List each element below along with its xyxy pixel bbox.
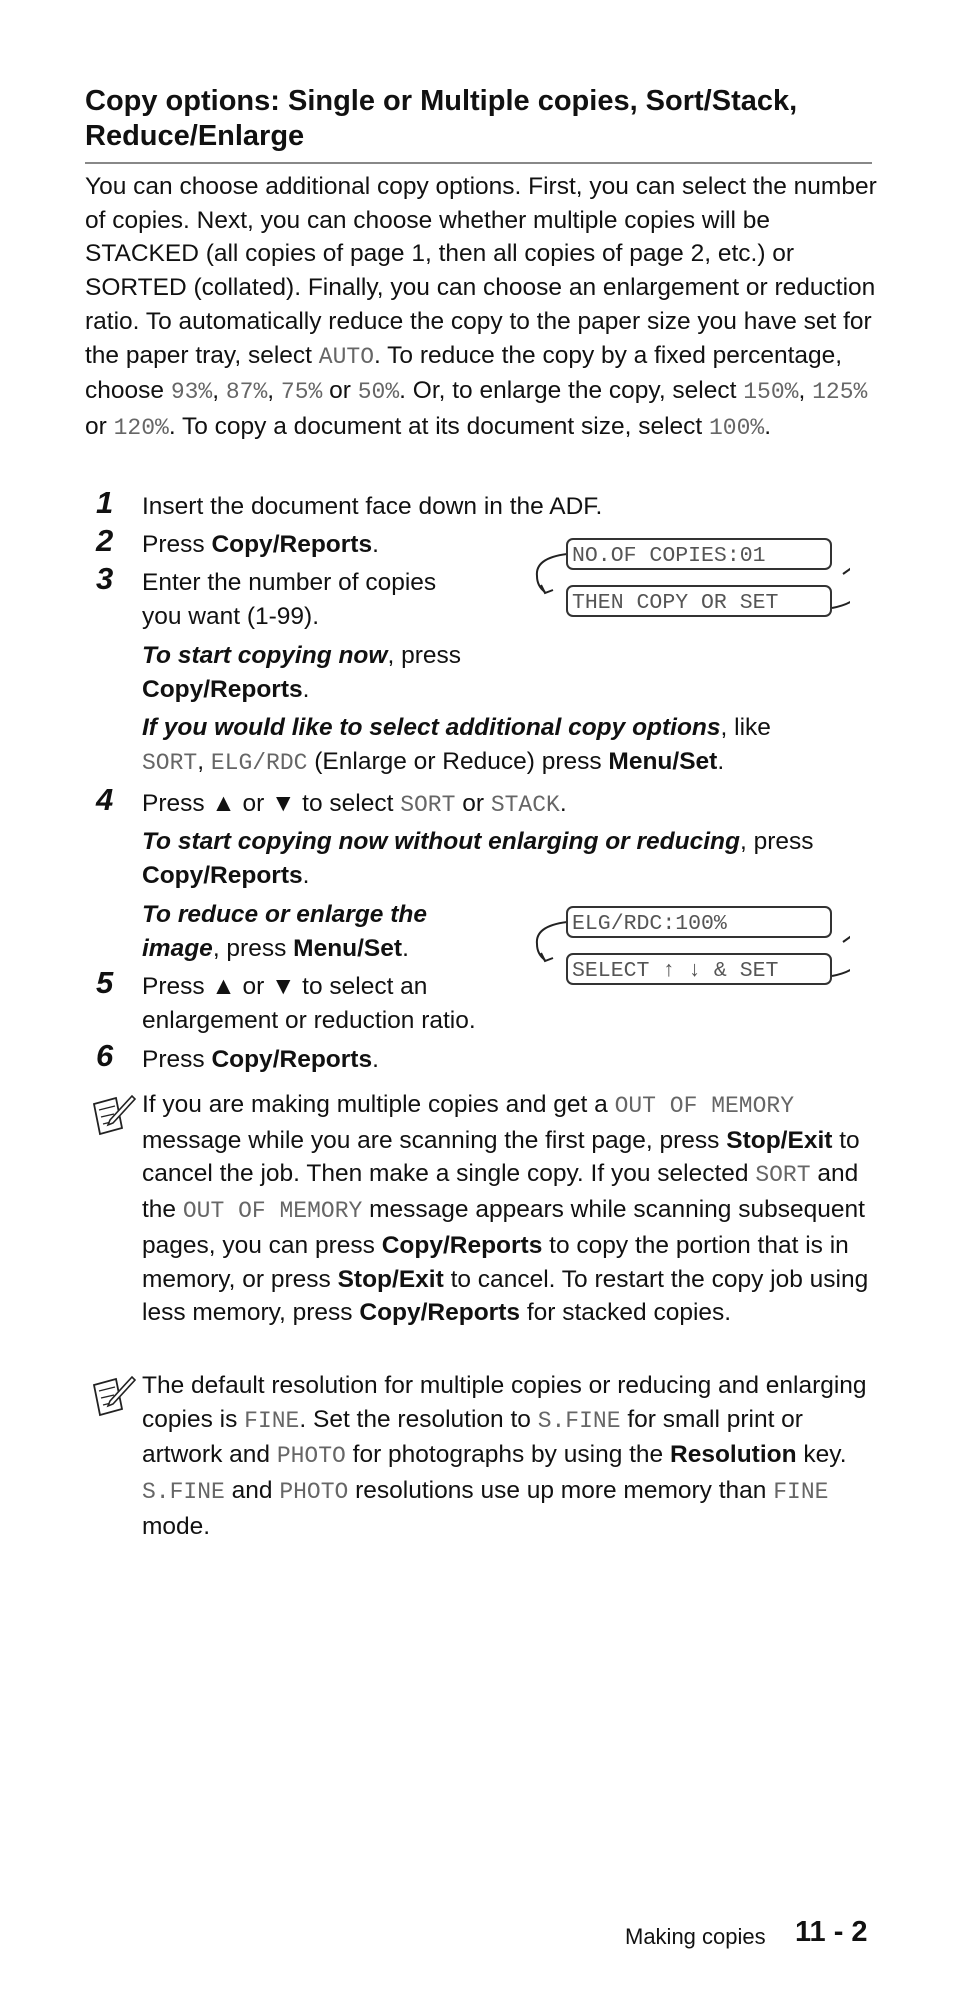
step-number-2: 2 (96, 523, 114, 558)
step-6-text: Press Copy/Reports. (142, 1046, 379, 1073)
lcd-display-copies (527, 538, 850, 624)
footer-page-number: 11 - 2 (795, 1916, 868, 1948)
footer-section-label: Making copies (625, 1924, 766, 1949)
step-4-reduce: To reduce or enlarge the (142, 901, 427, 928)
note-resolution: The default resolution for multiple copies or reducing and enlarging copies is FINE. Set the resolution to S.FINE for small print or artwork and PHOTO for photographs by using the Resolution key. S.FINE and PHOTO resolutions use up more memory than FINE mode. (142, 1372, 867, 1540)
step-number-3: 3 (96, 561, 114, 596)
step-1-text: Insert the document face down in the ADF. (142, 493, 603, 520)
step-3-options: If you would like to select additional copy options, like (142, 714, 771, 741)
step-3-text: Enter the number of copies (142, 569, 437, 596)
lcd-line-2: THEN COPY OR SET (566, 585, 832, 617)
step-number-1: 1 (96, 485, 114, 520)
lcd-line-1: ELG/RDC:100% (566, 906, 832, 938)
title-rule (85, 162, 872, 164)
step-3-options-2: SORT, ELG/RDC (Enlarge or Reduce) press Menu/Set. (142, 748, 725, 776)
section-title: Copy options: Single or Multiple copies, Sort/Stack, Reduce/Enlarge (85, 85, 798, 152)
step-number-6: 6 (96, 1038, 114, 1073)
step-number-5: 5 (96, 965, 114, 1000)
step-5-text: Press ▲ or ▼ to select an (142, 973, 428, 1000)
step-3-text-2: you want (1-99). (142, 603, 320, 630)
lcd-line-2: SELECT ↑ ↓ & SET (566, 953, 832, 985)
step-4-copy-key: Copy/Reports. (142, 862, 310, 889)
lcd-line-1: NO.OF COPIES:01 (566, 538, 832, 570)
step-2-text: Press Copy/Reports. (142, 531, 379, 558)
note-memory: If you are making multiple copies and get a OUT OF MEMORY message while you are scanning the first page, press Stop/Exit to cancel the job. Then make a single copy. If you selected SORT and the OUT OF MEMORY message appears while scanning subsequent pages, you can press Copy/Reports to copy the portion that is in memory, or press Stop/Exit to cancel. To restart the copy job using less memory, press Copy/Reports for stacked copies. (142, 1091, 869, 1327)
step-3-start-copy: To start copying now, press (142, 642, 461, 669)
step-4-start-copy: To start copying now without enlarging or reducing, press (142, 828, 814, 855)
step-4-reduce-2: image, press Menu/Set. (142, 935, 409, 962)
intro-paragraph: You can choose additional copy options. First, you can select the number of copies. Next, you can choose whether multiple copies will be STACKED (all copies of page 1, then all copies of page 2, etc.) or SORTED (collated). Finally, you can choose an enlargement or reduction ratio. To automatically reduce the copy to the paper size you have set for the paper tray, select AUTO. To reduce the copy by a fixed percentage, choose 93%, 87%, 75% or 50%. Or, to enlarge the copy, select 150%, 125% or 120%. To copy a document at its document size, select 100%. (85, 173, 877, 441)
step-number-4: 4 (96, 782, 114, 817)
step-4-text: Press ▲ or ▼ to select SORT or STACK. (142, 790, 567, 818)
lcd-display-ratio (527, 906, 850, 992)
note-pencil-icon (88, 1371, 136, 1419)
step-3-copy-key: Copy/Reports. (142, 676, 310, 703)
step-5-text-2: enlargement or reduction ratio. (142, 1007, 476, 1034)
note-pencil-icon (88, 1090, 136, 1138)
